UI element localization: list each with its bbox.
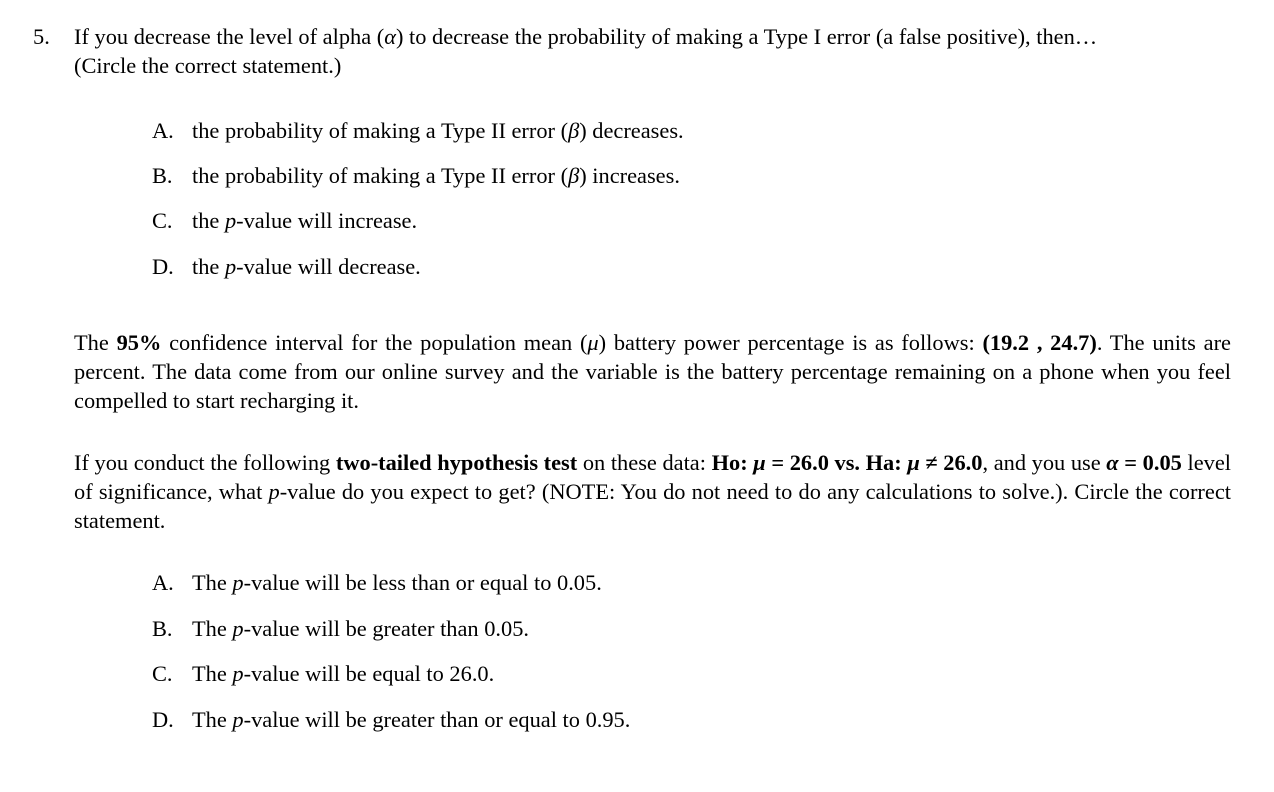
hypothesis-values: = 26.0 vs. Ha: [765,450,908,475]
option-text: ) decreases. [579,118,684,143]
option-1b[interactable] [152,161,680,190]
option-text: -value will be greater than 0.05. [243,616,529,641]
confidence-interval-paragraph [74,328,1231,415]
option-text: The [192,661,233,686]
option-text: -value will be greater than or equal to 0.95. [243,707,631,732]
mu-symbol: μ [753,450,766,475]
beta-symbol: β [568,118,580,143]
test-type: two-tailed hypothesis test [335,450,578,475]
option-letter: B. [152,616,173,641]
confidence-level: 95% [116,330,162,355]
question-text [74,22,1244,80]
question-line-1 [74,22,1244,51]
option-text: the probability of making a Type II error ( [192,118,569,143]
option-2b[interactable] [152,614,529,643]
beta-symbol: β [568,163,580,188]
question-text-part: ) to decrease the probability of making a Type I error (a false positive), then… [395,24,1098,49]
question-number: 5. [33,24,50,49]
alpha-symbol: α [384,24,396,49]
option-letter: C. [152,661,173,686]
option-text: the probability of making a Type II error ( [192,163,569,188]
mu-symbol: μ [907,450,920,475]
p-symbol: p [232,661,244,686]
para-text: level of significance, what [74,450,1231,504]
para-text: ) battery power percentage is as follows: [598,330,983,355]
option-text: the [192,254,225,279]
alpha-value: = 0.05 [1118,450,1182,475]
option-text: the [192,208,225,233]
p-symbol: p [268,479,280,504]
para-text: The [74,330,117,355]
option-text: The [192,707,233,732]
option-letter: D. [152,254,174,279]
option-letter: B. [152,163,173,188]
para-text: -value do you expect to get? (NOTE: You do not need to do any calculations to solve.). Circle the correct statement. [74,479,1231,533]
para-text: If you conduct the following [74,450,336,475]
option-text: The [192,570,233,595]
option-1c[interactable] [152,206,417,235]
option-text: -value will be less than or equal to 0.05. [243,570,602,595]
option-letter: C. [152,208,173,233]
option-1a[interactable] [152,116,684,145]
para-text: on these data: [577,450,712,475]
mu-symbol: μ [587,330,599,355]
option-text: -value will increase. [236,208,418,233]
null-hypothesis-label: Ho: [711,450,754,475]
option-letter: D. [152,707,174,732]
para-text: , and you use [982,450,1107,475]
alpha-symbol: α [1106,450,1119,475]
confidence-interval: (19.2 , 24.7) [982,330,1097,355]
p-symbol: p [224,208,237,233]
hypothesis-test-paragraph [74,448,1231,535]
p-symbol: p [224,254,237,279]
option-2d[interactable] [152,705,630,734]
para-text: confidence interval for the population mean ( [161,330,588,355]
option-text: ) increases. [579,163,680,188]
option-letter: A. [152,570,174,595]
option-1d[interactable] [152,252,421,281]
option-text: The [192,616,233,641]
option-letter: A. [152,118,174,143]
option-2c[interactable] [152,659,494,688]
option-text: -value will be equal to 26.0. [243,661,495,686]
option-text: -value will decrease. [236,254,421,279]
option-2a[interactable] [152,568,602,597]
p-symbol: p [232,570,244,595]
question-instruction: (Circle the correct statement.) [74,53,342,78]
p-symbol: p [232,616,244,641]
para-text: . The units are percent. The data come from our online survey and the variable is the battery percentage remaining on a phone when you feel compelled to start recharging it. [74,330,1231,413]
p-symbol: p [232,707,244,732]
question-text-part: If you decrease the level of alpha ( [74,24,385,49]
alternative-value: ≠ 26.0 [919,450,983,475]
